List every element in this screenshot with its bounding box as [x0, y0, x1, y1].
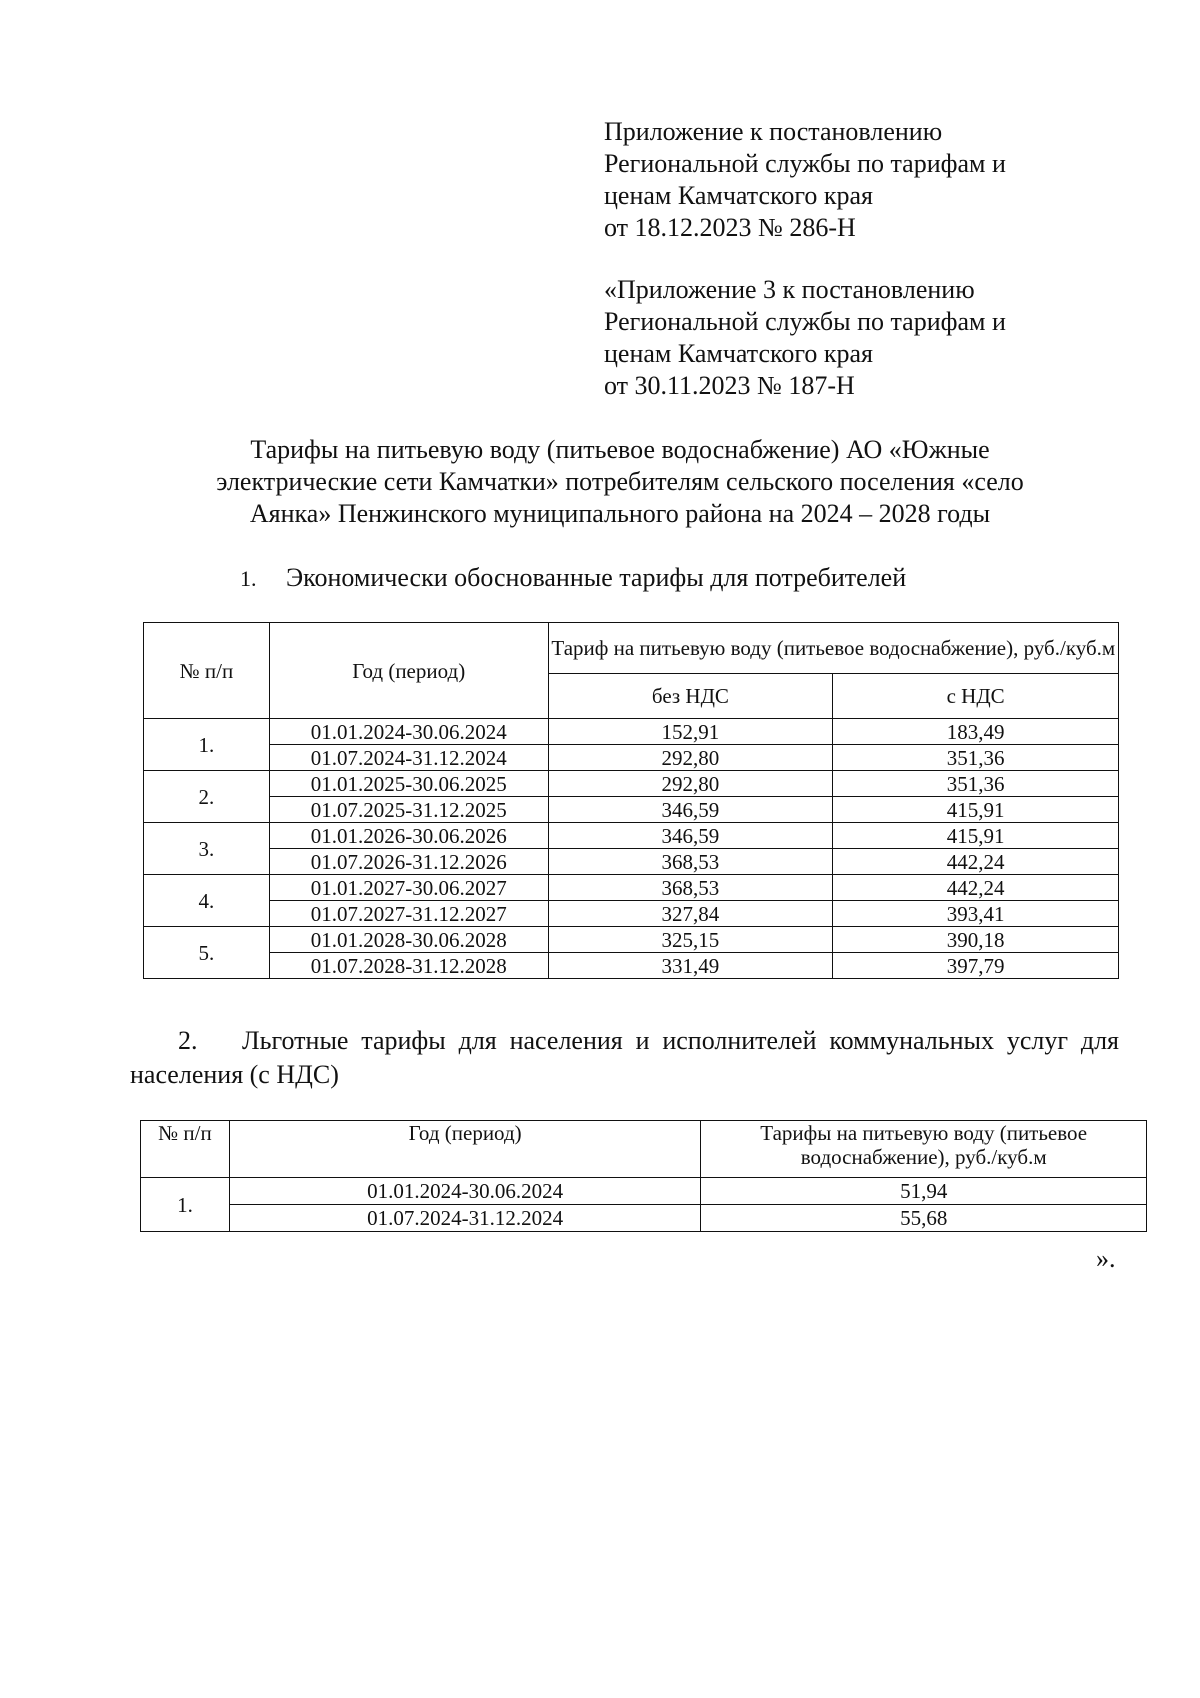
title-line: Тарифы на питьевую воду (питьевое водоснабжение) АО «Южные — [250, 435, 990, 464]
tariff-without-vat-cell: 346,59 — [548, 823, 833, 849]
tariff-with-vat-cell: 351,36 — [833, 745, 1119, 771]
tariff-without-vat-cell: 331,49 — [548, 953, 833, 979]
preferential-tariffs-table — [140, 1120, 1147, 1232]
tariff-with-vat-cell: 415,91 — [833, 823, 1119, 849]
tariff-cell: 51,94 — [701, 1178, 1147, 1205]
tariff-cell: 55,68 — [701, 1205, 1147, 1232]
period-cell: 01.07.2028-31.12.2028 — [269, 953, 548, 979]
row-number: 5. — [144, 927, 270, 979]
period-cell: 01.07.2024-31.12.2024 — [269, 745, 548, 771]
header-tariff: Тариф на питьевую воду (питьевое водоснабжение), руб./куб.м — [548, 623, 1118, 674]
period-cell: 01.01.2024-30.06.2024 — [229, 1178, 700, 1205]
period-cell: 01.01.2026-30.06.2026 — [269, 823, 548, 849]
tariff-without-vat-cell: 368,53 — [548, 849, 833, 875]
period-cell: 01.01.2028-30.06.2028 — [269, 927, 548, 953]
appendix-current-header — [604, 116, 1006, 244]
appendix-line: Региональной службы по тарифам и — [604, 307, 1006, 336]
table-row — [144, 797, 1119, 823]
period-cell: 01.01.2025-30.06.2025 — [269, 771, 548, 797]
document-title — [160, 434, 1080, 530]
appendix-line: Приложение к постановлению — [604, 117, 943, 146]
tariff-with-vat-cell: 415,91 — [833, 797, 1119, 823]
tariff-without-vat-cell: 292,80 — [548, 771, 833, 797]
section-title: Экономически обоснованные тарифы для потребителей — [286, 563, 907, 592]
section-1-heading — [240, 562, 906, 595]
appendix-line: ценам Камчатского края — [604, 181, 873, 210]
period-cell: 01.07.2026-31.12.2026 — [269, 849, 548, 875]
title-line: Аянка» Пенжинского муниципального района на 2024 – 2028 годы — [249, 499, 991, 528]
tariff-with-vat-cell: 390,18 — [833, 927, 1119, 953]
table-header-row — [144, 623, 1119, 674]
tariff-with-vat-cell: 183,49 — [833, 719, 1119, 745]
tariff-with-vat-cell: 442,24 — [833, 875, 1119, 901]
appendix-line: Региональной службы по тарифам и — [604, 149, 1006, 178]
period-cell: 01.07.2024-31.12.2024 — [229, 1205, 700, 1232]
period-cell: 01.07.2025-31.12.2025 — [269, 797, 548, 823]
tariff-with-vat-cell: 442,24 — [833, 849, 1119, 875]
table-row — [144, 771, 1119, 797]
table-row — [144, 953, 1119, 979]
tariff-without-vat-cell: 368,53 — [548, 875, 833, 901]
tariff-with-vat-cell: 393,41 — [833, 901, 1119, 927]
tariff-without-vat-cell: 346,59 — [548, 797, 833, 823]
row-number: 4. — [144, 875, 270, 927]
header-period: Год (период) — [229, 1121, 700, 1178]
appendix-line: от 18.12.2023 № 286-Н — [604, 213, 856, 242]
section-number: 2. — [178, 1026, 198, 1055]
table-row — [141, 1178, 1147, 1205]
tariff-without-vat-cell: 292,80 — [548, 745, 833, 771]
table-row — [144, 745, 1119, 771]
period-cell: 01.07.2027-31.12.2027 — [269, 901, 548, 927]
section-2-heading — [130, 1024, 1119, 1092]
row-number: 2. — [144, 771, 270, 823]
header-tariff: Тарифы на питьевую воду (питьевое водоснабжение), руб./куб.м — [701, 1121, 1147, 1178]
row-number: 1. — [144, 719, 270, 771]
closing-quote: ». — [1096, 1244, 1116, 1273]
row-number: 3. — [144, 823, 270, 875]
section-title: Льготные тарифы для населения и исполнителей коммунальных услуг для населения (с НДС) — [130, 1026, 1119, 1089]
section-number: 1. — [240, 566, 257, 591]
appendix-line: от 30.11.2023 № 187-Н — [604, 371, 855, 400]
row-number: 1. — [141, 1178, 230, 1232]
appendix-line: «Приложение 3 к постановлению — [604, 275, 975, 304]
table-row — [144, 719, 1119, 745]
table-row — [144, 927, 1119, 953]
header-without-vat: без НДС — [548, 674, 833, 719]
appendix-original-header — [604, 274, 1006, 402]
tariff-with-vat-cell: 351,36 — [833, 771, 1119, 797]
table-row — [144, 823, 1119, 849]
header-num: № п/п — [141, 1121, 230, 1178]
economic-tariffs-table — [143, 622, 1119, 979]
table-body — [141, 1178, 1147, 1232]
period-cell: 01.01.2024-30.06.2024 — [269, 719, 548, 745]
period-cell: 01.01.2027-30.06.2027 — [269, 875, 548, 901]
table-row — [144, 849, 1119, 875]
header-num: № п/п — [144, 623, 270, 719]
table-row — [144, 901, 1119, 927]
tariff-without-vat-cell: 325,15 — [548, 927, 833, 953]
table-row — [141, 1205, 1147, 1232]
table-row — [144, 875, 1119, 901]
header-with-vat: с НДС — [833, 674, 1119, 719]
appendix-line: ценам Камчатского края — [604, 339, 873, 368]
header-period: Год (период) — [269, 623, 548, 719]
title-line: электрические сети Камчатки» потребителям сельского поселения «село — [216, 467, 1024, 496]
table-header-row — [141, 1121, 1147, 1178]
tariff-without-vat-cell: 152,91 — [548, 719, 833, 745]
table-body — [144, 719, 1119, 979]
tariff-with-vat-cell: 397,79 — [833, 953, 1119, 979]
tariff-without-vat-cell: 327,84 — [548, 901, 833, 927]
